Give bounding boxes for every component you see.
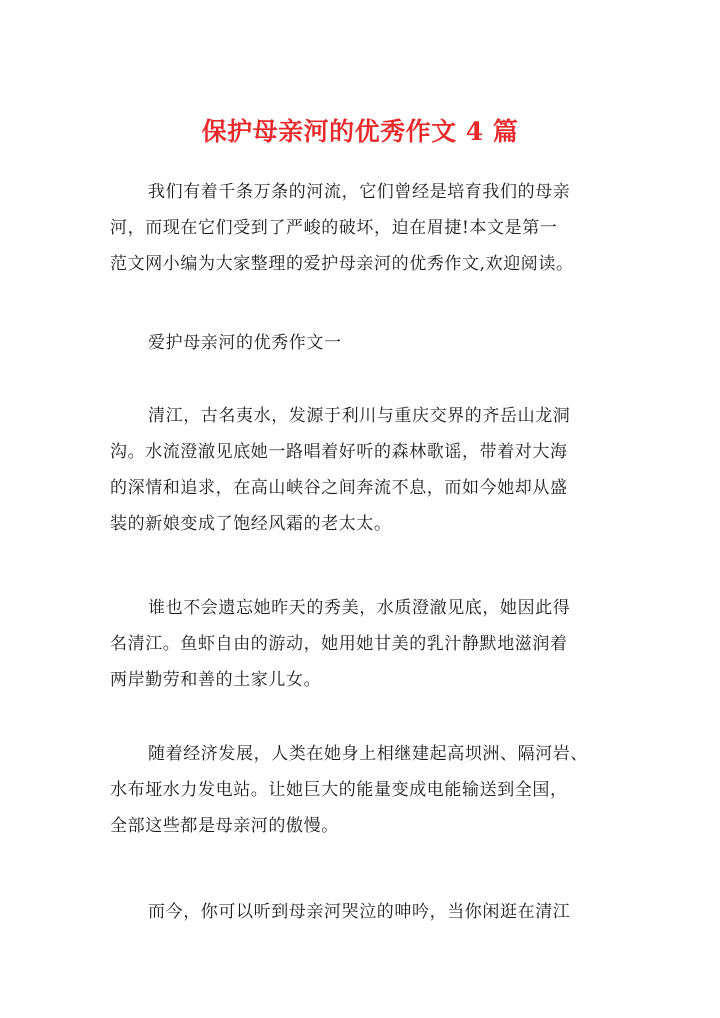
paragraph-line: 沟。水流澄澈见底她一路唱着好听的森林歌谣，带着对大海 (110, 442, 568, 462)
body-paragraph-4 (110, 894, 610, 930)
paragraph-line: 随着经济发展，人类在她身上相继建起高坝洲、隔河岩、 (148, 744, 588, 764)
paragraph-line: 全部这些都是母亲河的傲慢。 (110, 816, 339, 836)
paragraph-line: 范文网小编为大家整理的爱护母亲河的优秀作文,欢迎阅读。 (110, 254, 574, 274)
document-title: 保护母亲河的优秀作文 4 篇 (201, 117, 519, 146)
paragraph-line: 谁也不会遗忘她昨天的秀美，水质澄澈见底，她因此得 (148, 598, 571, 618)
paragraph-line: 河，而现在它们受到了严峻的破坏，迫在眉捷!本文是第一 (110, 218, 558, 238)
paragraph-line: 水布垭水力发电站。让她巨大的能量变成电能输送到全国， (110, 780, 568, 800)
body-paragraph-2 (110, 590, 610, 698)
paragraph-line: 两岸勤劳和善的土家儿女。 (110, 670, 322, 690)
paragraph-line: 装的新娘变成了饱经风霜的老太太。 (110, 514, 392, 534)
paragraph-line: 名清江。鱼虾自由的游动，她用她甘美的乳汁静默地滋润着 (110, 634, 568, 654)
body-paragraph-3 (110, 736, 610, 844)
section-heading (110, 325, 610, 361)
paragraph-line: 的深情和追求，在高山峡谷之间奔流不息，而如今她却从盛 (110, 478, 568, 498)
body-paragraph-1 (110, 398, 610, 542)
paragraph-line: 而今，你可以听到母亲河哭泣的呻吟，当你闲逛在清江 (148, 902, 571, 922)
section-heading-text: 爱护母亲河的优秀作文一 (148, 333, 342, 353)
paragraph-line: 清江，古名夷水，发源于利川与重庆交界的齐岳山龙洞 (148, 406, 571, 426)
paragraph-line: 我们有着千条万条的河流，它们曾经是培育我们的母亲 (148, 182, 571, 202)
intro-paragraph (110, 174, 610, 282)
